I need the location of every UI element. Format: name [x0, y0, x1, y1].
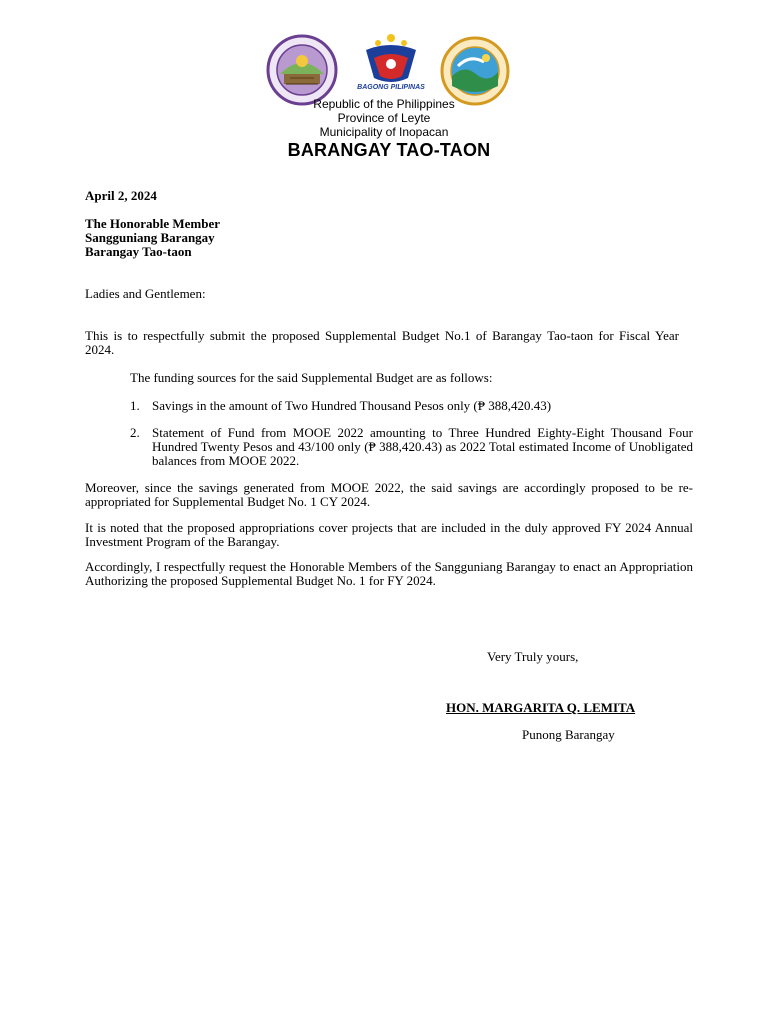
paragraph-funding-sources: The funding sources for the said Supplemental Budget are as follows:: [130, 370, 493, 385]
signatory-name: HON. MARGARITA Q. LEMITA: [446, 700, 636, 715]
header-province: Province of Leyte: [337, 111, 431, 125]
list-item-2-number: 2.: [130, 425, 140, 440]
paragraph-intro: This is to respectfully submit the proposed Supplemental Budget No.1 of Barangay Tao-taon for Fiscal Year 2024.: [85, 328, 679, 357]
salutation: Ladies and Gentlemen:: [85, 286, 206, 301]
bagong-pilipinas-logo: [356, 30, 426, 92]
list-item-1-number: 1.: [130, 398, 140, 413]
addressee-line-2: Sangguniang Barangay: [85, 230, 215, 245]
letter-date: April 2, 2024: [85, 188, 157, 203]
header-municipality: Municipality of Inopacan: [319, 125, 449, 139]
bagong-pilipinas-caption: BAGONG PILIPINAS: [357, 84, 425, 91]
addressee-line-1: The Honorable Member: [85, 216, 221, 231]
municipal-seal-logo: [440, 36, 510, 106]
header-republic: Republic of the Philippines: [313, 97, 455, 111]
paragraph-noted: It is noted that the proposed appropriations cover projects that are included in the duly approved FY 2024 Annual Investment Program of the Barangay.: [85, 520, 693, 549]
list-item-2-text: Statement of Fund from MOOE 2022 amounting to Three Hundred Eighty-Eight Thousand Four Hundred Twenty Pesos and 43/100 only (₱ 388,420.43) as 2022 Total estimated Income of Unobligated balances from MOOE 2022.: [152, 425, 693, 468]
signatory-position: Punong Barangay: [522, 727, 615, 742]
paragraph-request: Accordingly, I respectfully request the Honorable Members of the Sangguniang Barangay to enact an Appropriation Authorizing the proposed Supplemental Budget No. 1 for FY 2024.: [85, 559, 693, 588]
list-item-1-text: Savings in the amount of Two Hundred Thousand Pesos only (₱ 388,420.43): [152, 398, 552, 413]
barangay-seal-logo: [266, 34, 338, 106]
addressee-line-3: Barangay Tao-taon: [85, 244, 192, 259]
closing: Very Truly yours,: [487, 649, 579, 664]
paragraph-moreover: Moreover, since the savings generated from MOOE 2022, the said savings are accordingly proposed to be re-appropriated for Supplemental Budget No. 1 CY 2024.: [85, 480, 693, 509]
barangay-title: BARANGAY TAO-TAON: [287, 140, 491, 160]
